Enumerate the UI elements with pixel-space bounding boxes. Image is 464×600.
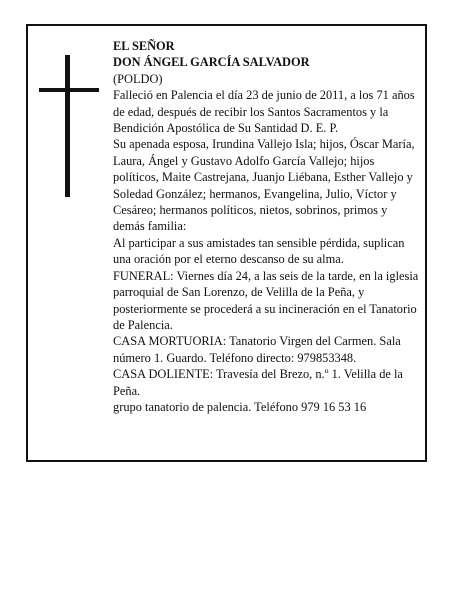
obituary-text: [113, 38, 419, 415]
cross-horizontal-bar: [39, 88, 99, 92]
title-line-1: EL SEÑOR: [113, 39, 175, 53]
mourning-house-paragraph: CASA DOLIENTE: Travesía del Brezo, n.º 1. Velilla de la Peña.: [113, 367, 403, 398]
funeral-paragraph: FUNERAL: Viernes día 24, a las seis de la tarde, en la iglesia parroquial de San Lorenzo, de Velilla de la Peña, y posteriormente se procederá a su incineración en el Tanatorio de Palencia.: [113, 268, 419, 332]
prayer-paragraph: Al participar a sus amistades tan sensible pérdida, suplican una oración por el eterno descanso de su alma.: [113, 235, 405, 267]
funeral-home-line: grupo tanatorio de palencia. Teléfono 979 16 53 16: [113, 399, 367, 414]
latin-cross-icon: [39, 55, 99, 197]
death-paragraph: Falleció en Palencia el día 23 de junio de 2011, a los 71 años de edad, después de recibir los Santos Sacramentos y la Bendición Apostólica de Su Santidad D. E. P.: [113, 88, 415, 136]
family-paragraph: Su apenada esposa, Irundina Vallejo Isla; hijos, Óscar María, Laura, Ángel y Gustavo Adolfo García Vallejo; hijos políticos, Maite Castrejana, Juanjo Liébana, Esther Vallejo y Soledad González; hermanos, Evangelina, Julio, Víctor y Cesáreo; hermanos políticos, nietos, sobrinos, primos y demás familia:: [113, 137, 415, 234]
cross-vertical-bar: [65, 55, 70, 197]
deceased-nickname: (POLDO): [113, 71, 163, 86]
mortuary-paragraph: CASA MORTUORIA: Tanatorio Virgen del Carmen. Sala número 1. Guardo. Teléfono directo: 979853348.: [113, 334, 401, 365]
deceased-name: DON ÁNGEL GARCÍA SALVADOR: [113, 55, 310, 70]
